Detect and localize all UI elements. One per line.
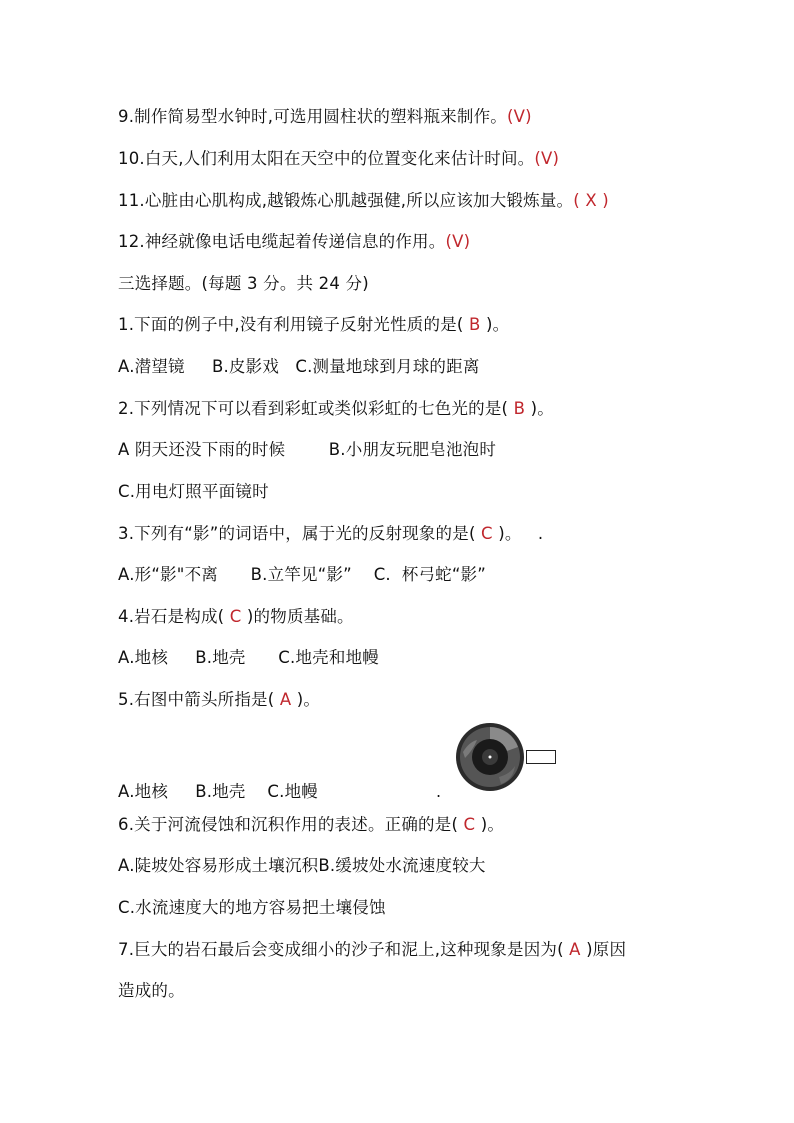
choice-question-3: 3.下列有“影”的词语中，属于光的反射现象的是( C )。 . [118, 524, 544, 543]
choice-options-5: A.地核 B.地壳 C.地幔 [118, 782, 318, 801]
choice-options-6a: A.陡坡处容易形成土壤沉积B.缓坡处水流速度较大 [118, 856, 486, 875]
choice-question-6: 6.关于河流侵蚀和沉积作用的表述。正确的是( C )。 [118, 815, 505, 834]
choice-options-1: A.潜望镜 B.皮影戏 C.测量地球到月球的距离 [118, 357, 480, 376]
choice-question-7: 7.巨大的岩石最后会变成细小的沙子和泥上,这种现象是因为( A )原因 [118, 940, 627, 959]
question-9: 9.制作简易型水钟时,可选用圆柱状的塑料瓶来制作。(V) [118, 107, 532, 126]
choice-question-7-cont: 造成的。 [118, 981, 185, 1000]
question-10: 10.白天,人们利用太阳在天空中的位置变化来估计时间。(V) [118, 149, 560, 168]
choice-options-6b: C.水流速度大的地方容易把土壤侵蚀 [118, 898, 386, 917]
choice-options-4: A.地核 B.地壳 C.地壳和地幔 [118, 648, 379, 667]
arrow-label-box [526, 750, 556, 764]
choice-options-2a: A 阴天还没下雨的时候 B.小朋友玩肥皂池泡时 [118, 440, 497, 459]
choice-question-1: 1.下面的例子中,没有利用镜子反射光性质的是( B )。 [118, 315, 510, 334]
question-12: 12.神经就像电话电缆起着传递信息的作用。(V) [118, 232, 471, 251]
choice-question-4: 4.岩石是构成( C )的物质基础。 [118, 607, 354, 626]
choice-options-3: A.形“影"不离 B.立竿见“影” C. 杯弓蛇“影” [118, 565, 487, 584]
choice-question-2: 2.下列情况下可以看到彩虹或类似彩虹的七色光的是( B )。 [118, 399, 554, 418]
question-11: 11.心脏由心肌构成,越锻炼心肌越强健,所以应该加大锻炼量。( X ) [118, 191, 609, 210]
choice-options-2b: C.用电灯照平面镜时 [118, 482, 269, 501]
earth-cross-section-figure [455, 722, 525, 792]
choice-question-5: 5.右图中箭头所指是( A )。 [118, 690, 321, 709]
stray-dot: . [436, 782, 442, 801]
section-heading: 三选择题。(每题 3 分。共 24 分) [118, 274, 369, 293]
